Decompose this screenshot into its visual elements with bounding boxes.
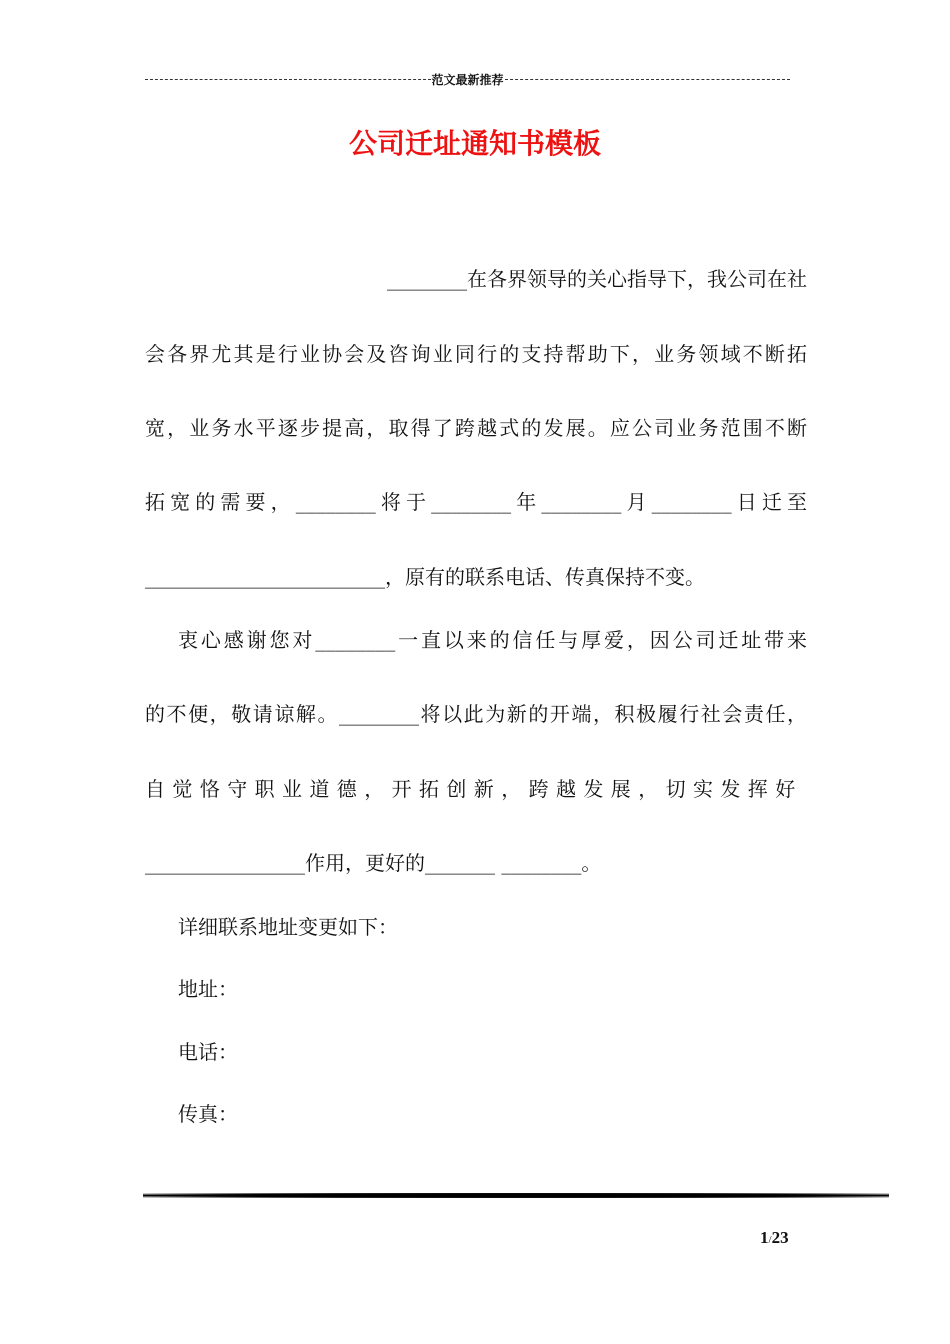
document-title: 公司迁址通知书模板: [348, 127, 601, 160]
page-header: [145, 70, 790, 88]
page-number: [760, 1228, 789, 1248]
paragraph-line: ________________________，原有的联系电话、传真保持不变。: [145, 565, 705, 589]
paragraph-line: ________在各界领导的关心指导下，我公司在社: [387, 267, 807, 291]
phone-label: 电话：: [178, 1040, 238, 1064]
fax-label: 传真：: [178, 1102, 238, 1126]
footer-divider-line: [143, 1195, 889, 1196]
contact-heading: 详细联系地址变更如下：: [178, 915, 398, 939]
header-dash-right: [505, 79, 791, 80]
page-separator: /: [768, 1234, 772, 1246]
paragraph-line: ________________作用，更好的_______ ________。: [145, 851, 602, 875]
paragraph-line: 的不便，敬请谅解。________将以此为新的开端，积极履行社会责任，: [145, 702, 807, 726]
header-dash-left: [145, 79, 431, 80]
header-label: 范文最新推荐: [431, 72, 504, 87]
paragraph-line: 衷心感谢您对________一直以来的信任与厚爱，因公司迁址带来: [178, 628, 807, 652]
paragraph-line: 宽，业务水平逐步提高，取得了跨越式的发展。应公司业务范围不断: [145, 416, 807, 440]
paragraph-line: 会各界尤其是行业协会及咨询业同行的支持帮助下，业务领域不断拓: [145, 342, 807, 366]
page-total: 23: [771, 1228, 789, 1247]
page-current: 1: [760, 1228, 769, 1247]
paragraph-line: 自觉恪守职业道德，开拓创新，跨越发展，切实发挥好: [145, 777, 803, 801]
address-label: 地址：: [178, 977, 238, 1001]
paragraph-line: 拓宽的需要，________将于________年________月________日迁至: [145, 490, 807, 514]
